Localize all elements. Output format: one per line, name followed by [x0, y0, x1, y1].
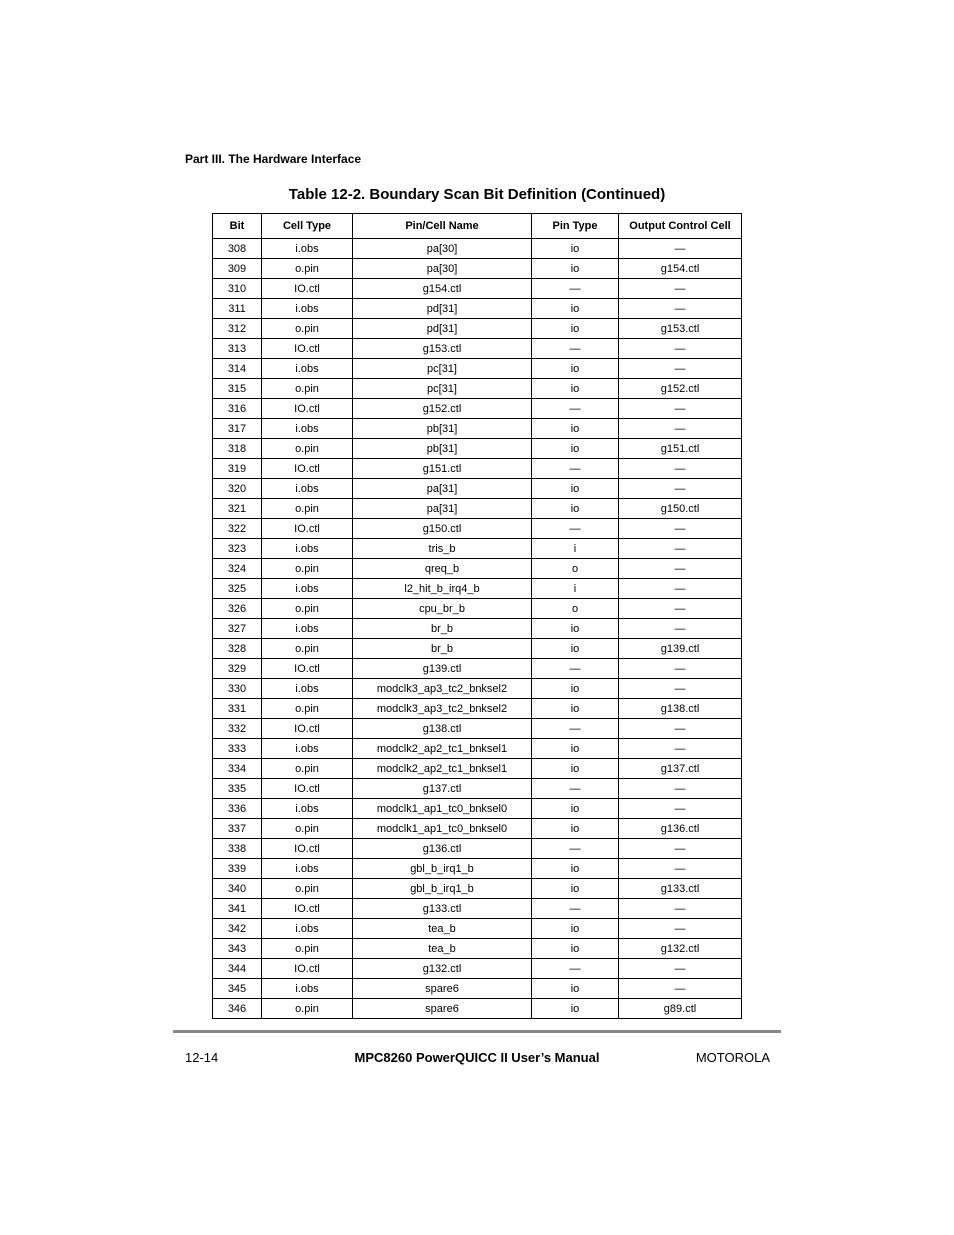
cell-bit: 345: [213, 979, 262, 999]
cell-output-control-cell: —: [619, 359, 742, 379]
table-row: [213, 579, 742, 599]
cell-pin-type: —: [532, 399, 619, 419]
cell-cell-type: o.pin: [262, 599, 353, 619]
cell-bit: 321: [213, 499, 262, 519]
table-row: [213, 639, 742, 659]
cell-bit: 340: [213, 879, 262, 899]
cell-pin-cell-name: tris_b: [353, 539, 532, 559]
cell-output-control-cell: g153.ctl: [619, 319, 742, 339]
table-row: [213, 659, 742, 679]
cell-pin-cell-name: g137.ctl: [353, 779, 532, 799]
cell-bit: 317: [213, 419, 262, 439]
manual-title: MPC8260 PowerQUICC II User’s Manual: [354, 1050, 600, 1065]
cell-bit: 314: [213, 359, 262, 379]
cell-pin-cell-name: modclk3_ap3_tc2_bnksel2: [353, 679, 532, 699]
cell-pin-cell-name: spare6: [353, 979, 532, 999]
cell-pin-type: i: [532, 539, 619, 559]
cell-cell-type: IO.ctl: [262, 719, 353, 739]
cell-pin-type: —: [532, 339, 619, 359]
cell-output-control-cell: —: [619, 419, 742, 439]
cell-bit: 331: [213, 699, 262, 719]
cell-cell-type: IO.ctl: [262, 339, 353, 359]
footer-rule: [173, 1030, 781, 1033]
cell-pin-cell-name: gbl_b_irq1_b: [353, 879, 532, 899]
cell-pin-cell-name: spare6: [353, 999, 532, 1019]
column-header-output-control-cell: Output Control Cell: [619, 214, 742, 239]
cell-pin-cell-name: g153.ctl: [353, 339, 532, 359]
cell-pin-type: io: [532, 859, 619, 879]
cell-pin-cell-name: pa[31]: [353, 499, 532, 519]
table-row: [213, 439, 742, 459]
cell-cell-type: IO.ctl: [262, 519, 353, 539]
table-row: [213, 779, 742, 799]
cell-cell-type: o.pin: [262, 259, 353, 279]
cell-output-control-cell: —: [619, 959, 742, 979]
cell-output-control-cell: g133.ctl: [619, 879, 742, 899]
table-row: [213, 899, 742, 919]
table-row: [213, 279, 742, 299]
cell-pin-cell-name: g136.ctl: [353, 839, 532, 859]
cell-cell-type: o.pin: [262, 499, 353, 519]
cell-bit: 344: [213, 959, 262, 979]
cell-pin-cell-name: pa[31]: [353, 479, 532, 499]
cell-bit: 315: [213, 379, 262, 399]
cell-output-control-cell: —: [619, 299, 742, 319]
cell-pin-type: io: [532, 239, 619, 259]
table-body: [213, 239, 742, 1019]
cell-output-control-cell: —: [619, 479, 742, 499]
cell-output-control-cell: —: [619, 739, 742, 759]
cell-pin-cell-name: modclk1_ap1_tc0_bnksel0: [353, 819, 532, 839]
cell-cell-type: o.pin: [262, 559, 353, 579]
cell-output-control-cell: —: [619, 579, 742, 599]
cell-cell-type: i.obs: [262, 419, 353, 439]
cell-pin-cell-name: g138.ctl: [353, 719, 532, 739]
cell-bit: 310: [213, 279, 262, 299]
cell-cell-type: o.pin: [262, 639, 353, 659]
cell-cell-type: i.obs: [262, 979, 353, 999]
table-row: [213, 859, 742, 879]
cell-pin-type: —: [532, 279, 619, 299]
table-row: [213, 979, 742, 999]
cell-bit: 322: [213, 519, 262, 539]
cell-output-control-cell: g151.ctl: [619, 439, 742, 459]
cell-cell-type: i.obs: [262, 679, 353, 699]
table-row: [213, 999, 742, 1019]
cell-cell-type: i.obs: [262, 239, 353, 259]
column-header-cell-type: Cell Type: [262, 214, 353, 239]
cell-pin-cell-name: g152.ctl: [353, 399, 532, 419]
cell-bit: 339: [213, 859, 262, 879]
cell-pin-type: —: [532, 719, 619, 739]
cell-cell-type: i.obs: [262, 799, 353, 819]
cell-bit: 336: [213, 799, 262, 819]
cell-pin-cell-name: g151.ctl: [353, 459, 532, 479]
table-row: [213, 239, 742, 259]
table-row: [213, 539, 742, 559]
cell-output-control-cell: —: [619, 339, 742, 359]
cell-output-control-cell: g132.ctl: [619, 939, 742, 959]
cell-pin-cell-name: g154.ctl: [353, 279, 532, 299]
cell-cell-type: i.obs: [262, 539, 353, 559]
cell-bit: 319: [213, 459, 262, 479]
cell-bit: 326: [213, 599, 262, 619]
table-row: [213, 819, 742, 839]
cell-pin-type: io: [532, 359, 619, 379]
cell-output-control-cell: —: [619, 239, 742, 259]
table-row: [213, 619, 742, 639]
cell-pin-type: io: [532, 979, 619, 999]
cell-pin-type: io: [532, 799, 619, 819]
table-row: [213, 959, 742, 979]
table-row: [213, 379, 742, 399]
part-header: Part III. The Hardware Interface: [185, 152, 362, 166]
cell-output-control-cell: —: [619, 679, 742, 699]
table-row: [213, 679, 742, 699]
cell-bit: 334: [213, 759, 262, 779]
cell-cell-type: i.obs: [262, 479, 353, 499]
cell-bit: 335: [213, 779, 262, 799]
cell-bit: 324: [213, 559, 262, 579]
cell-pin-type: o: [532, 599, 619, 619]
cell-output-control-cell: —: [619, 619, 742, 639]
cell-pin-type: io: [532, 499, 619, 519]
cell-cell-type: IO.ctl: [262, 659, 353, 679]
cell-cell-type: i.obs: [262, 919, 353, 939]
cell-pin-cell-name: modclk2_ap2_tc1_bnksel1: [353, 739, 532, 759]
cell-pin-type: io: [532, 919, 619, 939]
cell-output-control-cell: —: [619, 919, 742, 939]
cell-output-control-cell: —: [619, 839, 742, 859]
cell-cell-type: IO.ctl: [262, 279, 353, 299]
table-title: Table 12-2. Boundary Scan Bit Definition (Continued): [288, 186, 666, 203]
table-row: [213, 459, 742, 479]
column-header-pin-type: Pin Type: [532, 214, 619, 239]
cell-cell-type: o.pin: [262, 819, 353, 839]
cell-cell-type: o.pin: [262, 379, 353, 399]
cell-pin-cell-name: l2_hit_b_irq4_b: [353, 579, 532, 599]
cell-pin-type: io: [532, 379, 619, 399]
cell-output-control-cell: —: [619, 899, 742, 919]
cell-output-control-cell: —: [619, 599, 742, 619]
cell-pin-type: io: [532, 699, 619, 719]
cell-pin-cell-name: pb[31]: [353, 419, 532, 439]
cell-bit: 311: [213, 299, 262, 319]
cell-bit: 342: [213, 919, 262, 939]
cell-cell-type: IO.ctl: [262, 839, 353, 859]
cell-bit: 346: [213, 999, 262, 1019]
cell-pin-cell-name: pa[30]: [353, 239, 532, 259]
column-header-bit: Bit: [213, 214, 262, 239]
cell-pin-cell-name: tea_b: [353, 939, 532, 959]
cell-pin-type: io: [532, 819, 619, 839]
cell-bit: 341: [213, 899, 262, 919]
cell-cell-type: o.pin: [262, 999, 353, 1019]
cell-pin-cell-name: pc[31]: [353, 379, 532, 399]
cell-pin-type: io: [532, 439, 619, 459]
table-row: [213, 359, 742, 379]
table-row: [213, 919, 742, 939]
cell-pin-type: —: [532, 659, 619, 679]
table-row: [213, 499, 742, 519]
cell-bit: 329: [213, 659, 262, 679]
page-number: 12-14: [185, 1050, 219, 1065]
cell-pin-cell-name: br_b: [353, 639, 532, 659]
cell-output-control-cell: g89.ctl: [619, 999, 742, 1019]
cell-output-control-cell: —: [619, 459, 742, 479]
cell-cell-type: IO.ctl: [262, 779, 353, 799]
cell-cell-type: IO.ctl: [262, 899, 353, 919]
table-row: [213, 559, 742, 579]
cell-pin-type: io: [532, 939, 619, 959]
cell-output-control-cell: —: [619, 779, 742, 799]
cell-bit: 328: [213, 639, 262, 659]
cell-output-control-cell: g139.ctl: [619, 639, 742, 659]
table-row: [213, 339, 742, 359]
cell-pin-cell-name: modclk2_ap2_tc1_bnksel1: [353, 759, 532, 779]
cell-pin-cell-name: modclk3_ap3_tc2_bnksel2: [353, 699, 532, 719]
cell-bit: 318: [213, 439, 262, 459]
table-row: [213, 719, 742, 739]
cell-pin-type: io: [532, 319, 619, 339]
company-name: MOTOROLA: [695, 1050, 770, 1065]
cell-pin-type: io: [532, 479, 619, 499]
table-row: [213, 599, 742, 619]
cell-pin-cell-name: cpu_br_b: [353, 599, 532, 619]
cell-pin-cell-name: pc[31]: [353, 359, 532, 379]
cell-cell-type: i.obs: [262, 579, 353, 599]
cell-output-control-cell: —: [619, 519, 742, 539]
cell-pin-cell-name: g133.ctl: [353, 899, 532, 919]
cell-bit: 316: [213, 399, 262, 419]
cell-pin-type: io: [532, 639, 619, 659]
table-row: [213, 939, 742, 959]
cell-output-control-cell: —: [619, 559, 742, 579]
cell-output-control-cell: —: [619, 539, 742, 559]
cell-pin-cell-name: g132.ctl: [353, 959, 532, 979]
table-header-row: [213, 214, 742, 239]
cell-pin-type: io: [532, 759, 619, 779]
cell-pin-type: —: [532, 899, 619, 919]
cell-bit: 325: [213, 579, 262, 599]
cell-pin-type: io: [532, 679, 619, 699]
column-header-pin-cell-name: Pin/Cell Name: [353, 214, 532, 239]
cell-pin-type: io: [532, 739, 619, 759]
cell-pin-cell-name: pd[31]: [353, 299, 532, 319]
table-row: [213, 259, 742, 279]
cell-cell-type: i.obs: [262, 859, 353, 879]
cell-cell-type: i.obs: [262, 739, 353, 759]
cell-cell-type: o.pin: [262, 699, 353, 719]
cell-bit: 330: [213, 679, 262, 699]
cell-cell-type: o.pin: [262, 319, 353, 339]
cell-cell-type: o.pin: [262, 759, 353, 779]
cell-cell-type: IO.ctl: [262, 959, 353, 979]
table-row: [213, 799, 742, 819]
cell-pin-cell-name: qreq_b: [353, 559, 532, 579]
cell-output-control-cell: g154.ctl: [619, 259, 742, 279]
cell-pin-type: —: [532, 959, 619, 979]
cell-pin-cell-name: modclk1_ap1_tc0_bnksel0: [353, 799, 532, 819]
cell-bit: 313: [213, 339, 262, 359]
cell-pin-type: io: [532, 999, 619, 1019]
table-row: [213, 299, 742, 319]
cell-pin-type: o: [532, 559, 619, 579]
cell-bit: 320: [213, 479, 262, 499]
cell-output-control-cell: —: [619, 279, 742, 299]
cell-pin-cell-name: g150.ctl: [353, 519, 532, 539]
cell-pin-type: —: [532, 839, 619, 859]
cell-output-control-cell: —: [619, 799, 742, 819]
cell-pin-type: —: [532, 779, 619, 799]
cell-pin-cell-name: tea_b: [353, 919, 532, 939]
cell-cell-type: i.obs: [262, 619, 353, 639]
cell-bit: 309: [213, 259, 262, 279]
cell-bit: 308: [213, 239, 262, 259]
cell-pin-type: io: [532, 299, 619, 319]
table-row: [213, 739, 742, 759]
cell-bit: 323: [213, 539, 262, 559]
cell-bit: 312: [213, 319, 262, 339]
cell-pin-type: io: [532, 259, 619, 279]
cell-pin-type: —: [532, 459, 619, 479]
cell-output-control-cell: —: [619, 719, 742, 739]
boundary-scan-table: [212, 213, 742, 1019]
cell-cell-type: i.obs: [262, 359, 353, 379]
table-row: [213, 519, 742, 539]
cell-output-control-cell: —: [619, 399, 742, 419]
cell-output-control-cell: g136.ctl: [619, 819, 742, 839]
cell-cell-type: o.pin: [262, 439, 353, 459]
table-row: [213, 839, 742, 859]
cell-pin-type: io: [532, 419, 619, 439]
cell-bit: 333: [213, 739, 262, 759]
cell-cell-type: o.pin: [262, 939, 353, 959]
cell-pin-type: io: [532, 619, 619, 639]
cell-pin-cell-name: pa[30]: [353, 259, 532, 279]
cell-cell-type: IO.ctl: [262, 399, 353, 419]
cell-cell-type: i.obs: [262, 299, 353, 319]
cell-output-control-cell: —: [619, 659, 742, 679]
table-row: [213, 399, 742, 419]
cell-pin-cell-name: g139.ctl: [353, 659, 532, 679]
table-row: [213, 759, 742, 779]
cell-bit: 343: [213, 939, 262, 959]
cell-pin-type: —: [532, 519, 619, 539]
cell-pin-cell-name: gbl_b_irq1_b: [353, 859, 532, 879]
cell-output-control-cell: g152.ctl: [619, 379, 742, 399]
cell-output-control-cell: g138.ctl: [619, 699, 742, 719]
cell-bit: 337: [213, 819, 262, 839]
cell-bit: 332: [213, 719, 262, 739]
cell-pin-cell-name: pb[31]: [353, 439, 532, 459]
cell-pin-cell-name: br_b: [353, 619, 532, 639]
table-row: [213, 319, 742, 339]
cell-output-control-cell: —: [619, 859, 742, 879]
cell-pin-cell-name: pd[31]: [353, 319, 532, 339]
cell-pin-type: io: [532, 879, 619, 899]
table-row: [213, 419, 742, 439]
table-row: [213, 879, 742, 899]
table-row: [213, 479, 742, 499]
cell-bit: 338: [213, 839, 262, 859]
cell-cell-type: o.pin: [262, 879, 353, 899]
cell-output-control-cell: g137.ctl: [619, 759, 742, 779]
cell-output-control-cell: —: [619, 979, 742, 999]
cell-output-control-cell: g150.ctl: [619, 499, 742, 519]
table-row: [213, 699, 742, 719]
cell-pin-type: i: [532, 579, 619, 599]
cell-bit: 327: [213, 619, 262, 639]
cell-cell-type: IO.ctl: [262, 459, 353, 479]
